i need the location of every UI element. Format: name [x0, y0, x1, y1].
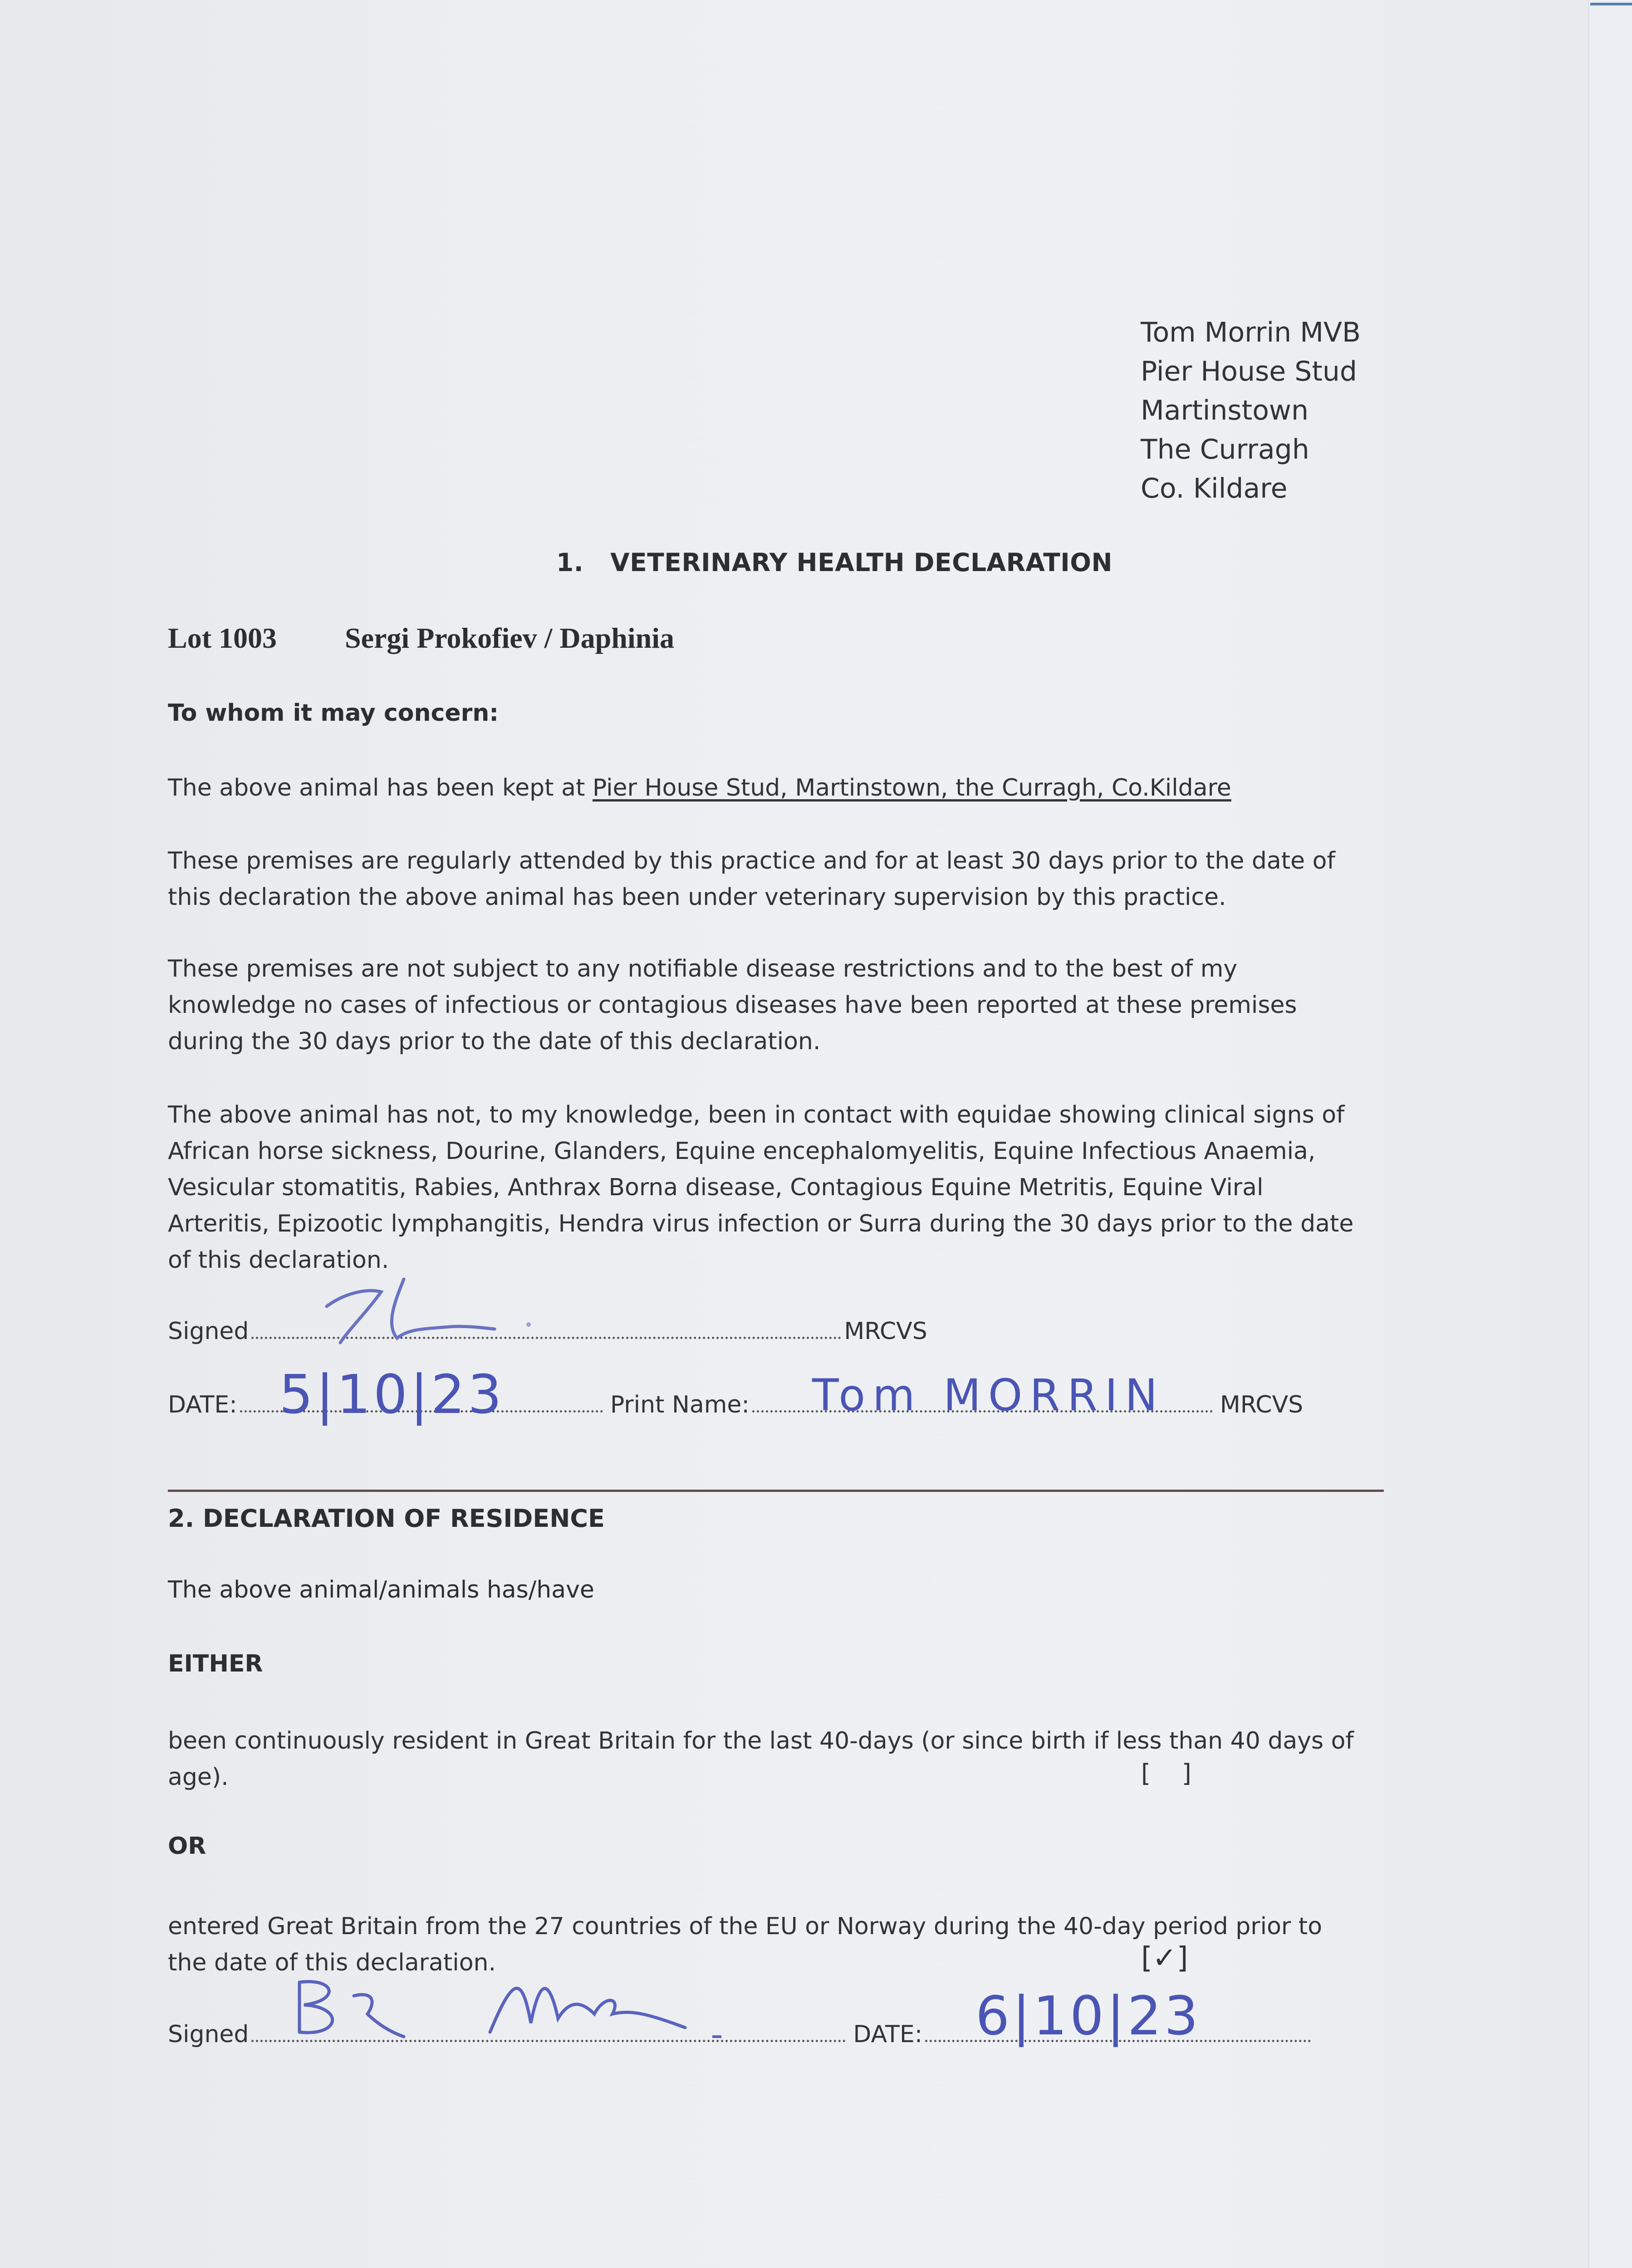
- print-name-handwritten: Tom MORRIN: [812, 1370, 1165, 1421]
- paragraph-line: Vesicular stomatitis, Rabies, Anthrax Borna disease, Contagious Equine Metritis, Equine Viral: [168, 1174, 1264, 1201]
- paragraph-line: the date of this declaration.: [168, 1949, 496, 1976]
- address-line: Martinstown: [1141, 395, 1309, 426]
- page-edge-mark: [1590, 3, 1632, 5]
- residence-signature: [286, 1969, 794, 2046]
- mrcvs-label: MRCVS: [844, 1318, 927, 1345]
- signed-label: Signed: [168, 2021, 249, 2048]
- residence-intro: The above animal/animals has/have: [168, 1576, 594, 1603]
- signed-label: Signed: [168, 1318, 249, 1345]
- print-mrcvs-label: MRCVS: [1220, 1391, 1304, 1418]
- paragraph-line: this declaration the above animal has been under veterinary supervision by this practice.: [168, 884, 1226, 911]
- paragraph-line: African horse sickness, Dourine, Glanders, Equine encephalomyelitis, Equine Infectious Anaemia,: [168, 1138, 1316, 1165]
- notifiable-paragraph: [168, 951, 1379, 1060]
- paragraph-line: These premises are not subject to any notifiable disease restrictions and to the best of my: [168, 955, 1238, 982]
- kept-at-paragraph: [168, 770, 1379, 806]
- paragraph-line: Arteritis, Epizootic lymphangitis, Hendra virus infection or Surra during the 30 days prior to the date: [168, 1210, 1354, 1237]
- lot-horse-name: Sergi Prokofiev / Daphinia: [345, 622, 674, 654]
- entered-checkbox: [✓]: [1141, 1941, 1188, 1975]
- paragraph-line: during the 30 days prior to the date of this declaration.: [168, 1028, 821, 1055]
- salutation: To whom it may concern:: [168, 699, 499, 727]
- vet-signature: [313, 1275, 549, 1352]
- section2-heading: 2. DECLARATION OF RESIDENCE: [168, 1504, 605, 1533]
- lot-line: [168, 621, 674, 655]
- paragraph-line: These premises are regularly attended by this practice and for at least 30 days prior to the date of: [168, 847, 1335, 875]
- or-label: OR: [168, 1833, 206, 1860]
- date-label: DATE:: [168, 1391, 237, 1418]
- either-label: EITHER: [168, 1650, 263, 1677]
- paragraph-line: The above animal has not, to my knowledge, been in contact with equidae showing clinical signs of: [168, 1101, 1345, 1129]
- paragraph-line: entered Great Britain from the 27 countries of the EU or Norway during the 40-day period prior to: [168, 1913, 1323, 1940]
- residence-date-handwritten: 6|10|23: [975, 1984, 1201, 2047]
- address-line: Co. Kildare: [1141, 473, 1288, 504]
- paragraph-line: age).: [168, 1764, 229, 1791]
- resident-checkbox: [ ]: [1141, 1759, 1191, 1788]
- section-divider: [168, 1490, 1384, 1492]
- premises-paragraph: [168, 843, 1379, 915]
- lot-number: Lot 1003: [168, 622, 277, 654]
- date-label: DATE:: [853, 2021, 923, 2048]
- paragraph-line: knowledge no cases of infectious or contagious diseases have been reported at these premises: [168, 992, 1297, 1019]
- paragraph-line: been continuously resident in Great Britain for the last 40-days (or since birth if less than 40 days of: [168, 1727, 1354, 1755]
- resident-paragraph: [168, 1723, 1379, 1795]
- kept-prefix: The above animal has been kept at: [168, 774, 593, 802]
- address-line: Tom Morrin MVB: [1141, 317, 1361, 348]
- vet-date-handwritten: 5|10|23: [279, 1363, 505, 1426]
- paragraph-line: of this declaration.: [168, 1246, 389, 1274]
- print-name-label: Print Name:: [610, 1391, 750, 1418]
- kept-location: Pier House Stud, Martinstown, the Curragh, Co.Kildare: [592, 774, 1231, 802]
- address-line: Pier House Stud: [1141, 356, 1358, 387]
- page-edge: [1588, 0, 1632, 2268]
- vet-address-block: [1141, 313, 1361, 508]
- contact-paragraph: [168, 1097, 1379, 1278]
- section1-heading: 1. VETERINARY HEALTH DECLARATION: [556, 548, 1113, 577]
- address-line: The Curragh: [1141, 434, 1309, 465]
